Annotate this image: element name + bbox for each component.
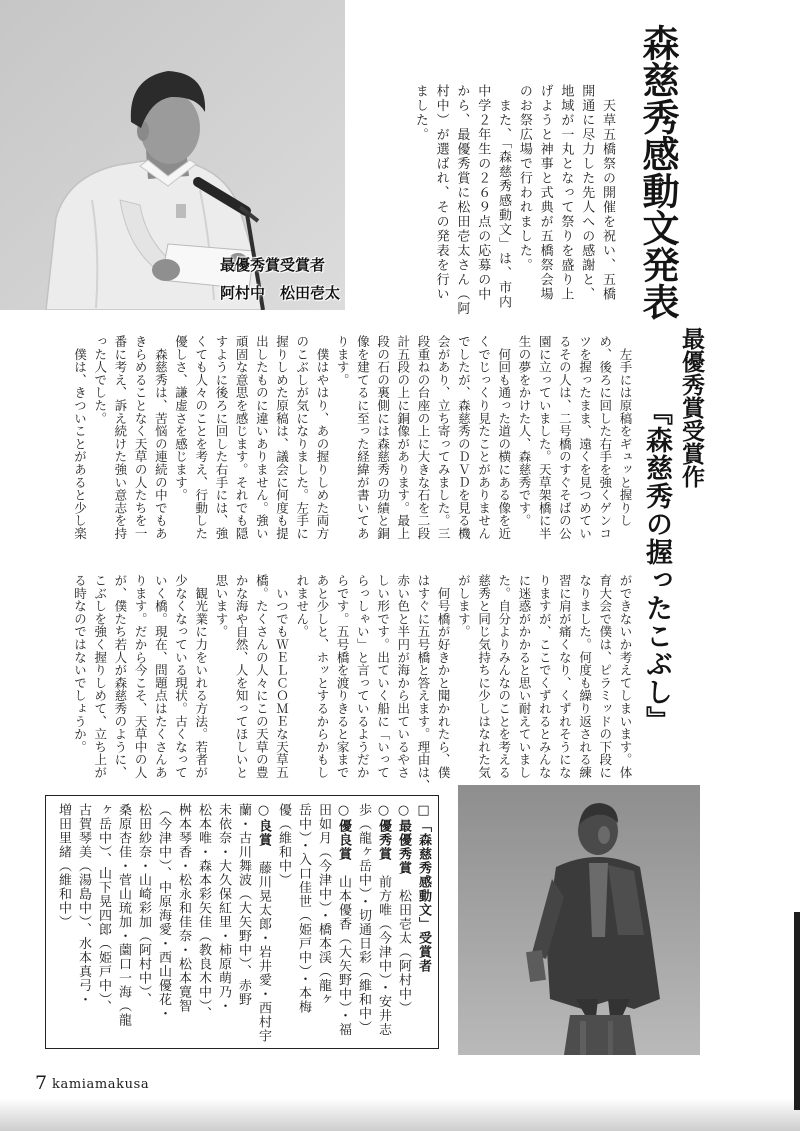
- award-heading: 最優秀賞受賞作: [678, 327, 704, 488]
- essay-text-column: 森慈秀は、苦悩の連続の中でもあ: [153, 335, 169, 540]
- essay-text-column: ります。だから今こそ、天草中の人: [133, 574, 149, 779]
- essay-text-column: が、僕たち若人が森慈秀のように、: [112, 574, 128, 779]
- award-list-column: [113, 803, 133, 1043]
- award-list-column: [373, 803, 393, 1043]
- essay-text-column: 計五段の上に銅像があります。最上: [395, 335, 411, 540]
- award-list-column: [233, 803, 253, 1043]
- award-list-column: [53, 803, 73, 1043]
- award-winner-names: ヶ岳中）、山下晃四郎（姫戸中）、: [96, 803, 111, 1014]
- award-winner-names: 岳中）・入口佳世（姫戸中）・本梅: [296, 803, 311, 1014]
- essay-text-column: 段の石の裏側には森慈秀の功績と銅: [375, 335, 391, 540]
- essay-text-column: 育大会で僕は、ピラミッドの下段に: [597, 574, 613, 779]
- page-number: 7: [35, 1072, 48, 1094]
- award-list-column: [73, 803, 93, 1043]
- intro-text: [409, 84, 617, 316]
- essay-text-column: 僕はやはり、あの握りしめた両方: [314, 335, 330, 540]
- award-winners-box: [45, 795, 439, 1049]
- award-list-column: [133, 803, 153, 1043]
- essay-text-column: しい形です。出ていく船に「いって: [375, 574, 391, 779]
- award-list-column: [253, 803, 273, 1043]
- essay-text-column: 観光業に力をいれる方法。若者が: [193, 574, 209, 779]
- award-winner-names: 桑原杏佳・菅山琉加・薗口一海（龍: [116, 803, 131, 1027]
- award-winner-names: 松田壱太（阿村中）: [396, 875, 411, 1015]
- essay-text-column: 橋。たくさんの人々にこの天草の豊: [254, 574, 270, 779]
- award-winner-names: 田如月（今津中）・橋本渓（龍ヶ: [316, 803, 331, 1007]
- award-category-label: ○良賞: [256, 803, 271, 847]
- intro-text-column: 中学２年生の２６９点の応募の中: [475, 84, 491, 302]
- essay-text-column: ります。: [335, 335, 351, 387]
- intro-text-column: 村中）が選ばれ、その発表を行い: [433, 84, 449, 302]
- essay-body-upper: [69, 335, 635, 565]
- magazine-name: kamiamakusa: [52, 1077, 150, 1092]
- essay-text-column: すように後ろに回した右手には、強: [213, 335, 229, 540]
- essay-text-column: 習に肩が痛くなり、くずれそうにな: [557, 574, 573, 779]
- essay-text-column: くても人々のことを考え、行動した: [193, 335, 209, 540]
- essay-text-column: 赤い色と半円が海から出ているやさ: [395, 574, 411, 779]
- essay-text-column: に迷惑がかかると思い耐えていまし: [516, 574, 532, 779]
- award-list-column: [273, 803, 293, 1043]
- essay-text-column: 慈秀と同じ気持ちに少しはなれた気: [476, 574, 492, 779]
- essay-text-column: 生の夢をかけた人、森慈秀です。: [516, 335, 532, 527]
- footer-band: [0, 1098, 800, 1131]
- award-list-column: [393, 803, 413, 1043]
- photo-caption: [220, 251, 340, 307]
- essay-text-column: め、後ろに回した右手を強くゲンコ: [597, 335, 613, 540]
- essay-text-column: でしたが、森慈秀のＤＶＤを見る機: [456, 335, 472, 540]
- essay-text-column: 頑固な意思を感じます。それでも隠: [234, 335, 250, 540]
- award-winner-names: 藤川晃太郎・岩井愛・西村宇: [256, 847, 271, 1043]
- award-list-column: [313, 803, 333, 1043]
- statue-photo-image: [458, 785, 700, 1055]
- essay-text-column: いく橋。現在、問題点はたくさんあ: [153, 574, 169, 779]
- award-winner-names: 松田紗奈・山崎彩加（阿村中）、: [136, 803, 151, 1007]
- essay-text-column: 優しさ、謙虚さを感じます。: [173, 335, 189, 502]
- essay-text-column: 握りしめた原稿は、議会に何度も提: [274, 335, 290, 540]
- award-winner-names: 未依奈・大久保紅里・柿原萌乃・: [216, 803, 231, 1013]
- award-winner-names: 歩（龍ヶ岳中）・切通日彩（維和中）: [356, 803, 371, 1035]
- essay-text-column: る時なのではないでしょうか。: [72, 574, 88, 754]
- intro-text-column: ました。: [412, 84, 428, 142]
- award-winner-names: 増田里緒（維和中）: [56, 803, 71, 929]
- intro-text-column: 地域が一丸となって祭りを盛り上: [558, 84, 574, 302]
- award-list-column: [213, 803, 233, 1043]
- essay-text-column: 会があり、立ち寄ってみました。三: [436, 335, 452, 540]
- essay-text-column: 何号橋が好きかと聞かれたら、僕: [436, 574, 452, 779]
- essay-text-column: ツを握ったまま、遠くを見つめてい: [577, 335, 593, 540]
- essay-text-column: きらめることなく天草の人たちを一: [133, 335, 149, 540]
- essay-text-column: 番に考え、訴え続けた強い意志を持: [112, 335, 128, 540]
- award-list-column: [333, 803, 353, 1043]
- award-winner-names: 古賀琴美（湯島中）、水本真弓・: [76, 803, 91, 1007]
- essay-text-column: らです。五号橋を渡りきると家まで: [335, 574, 351, 779]
- award-list-column: [193, 803, 213, 1043]
- award-winner-names: 桝本琴香・松永和佳奈・松本寛智: [176, 803, 191, 1013]
- award-list-column: [173, 803, 193, 1043]
- essay-text-column: 園に立っていました。天草架橋に半: [537, 335, 553, 540]
- award-winners-list: [53, 803, 433, 1043]
- award-list-heading: □「森慈秀感動文」受賞者: [416, 803, 431, 973]
- essay-text-column: 出したものに違いありません。強い: [254, 335, 270, 540]
- essay-text-column: れません。: [294, 574, 310, 638]
- essay-text-column: がします。: [456, 574, 472, 638]
- essay-text-column: はすぐに五号橋と答えます。理由は、: [415, 574, 431, 792]
- essay-text-column: かな海や自然、人を知ってほしいと: [234, 574, 250, 779]
- essay-text-column: 僕は、きついことがあると少し楽: [72, 335, 88, 540]
- essay-text-column: あと少しと、ホッとするからかもし: [314, 574, 330, 779]
- award-category-label: ○最優秀賞: [396, 803, 411, 875]
- intro-text-column: げようと神事と式典が五橋祭会場: [537, 84, 553, 302]
- award-winner-names: 山本優香（大矢野中）・福: [336, 861, 351, 1037]
- essay-text-column: 少なくなっている現状。古くなって: [173, 574, 189, 779]
- essay-text-column: なりました。何度も繰り返される練: [577, 574, 593, 779]
- award-category-label: ○優良賞: [336, 803, 351, 861]
- award-winner-names: 前方唯（今津中）・安井志: [376, 861, 391, 1037]
- intro-text-column: また、「森慈秀感動文」は、市内: [496, 84, 512, 310]
- award-winner-names: 松本唯・森本彩矢佳（教良木中）、: [196, 803, 211, 1021]
- essay-body-lower: [69, 574, 635, 794]
- award-category-label: ○優秀賞: [376, 803, 391, 861]
- intro-text-column: から、最優秀賞に松田壱太さん（阿: [454, 84, 470, 316]
- essay-text-column: 何回も通った道の横にある像を近: [496, 335, 512, 540]
- essay-text-column: 像を建てるに至った経緯が書いてあ: [355, 335, 371, 540]
- award-list-column: [153, 803, 173, 1043]
- essay-text-column: った人でした。: [92, 335, 108, 425]
- intro-text-column: 開通に尽力した先人への感謝と、: [579, 84, 595, 302]
- essay-text-column: いつでもＷＥＬＣＯＭＥな天草五: [274, 574, 290, 779]
- caption-award: 最優秀賞受賞者: [220, 256, 326, 274]
- essay-text-column: 思います。: [213, 574, 229, 638]
- work-title: 『森慈秀の握ったこぶし』: [641, 398, 672, 734]
- statue-photo: [458, 785, 700, 1055]
- essay-text-column: ができないか考えてしまいます。体: [618, 574, 633, 779]
- essay-text-column: りますが、ここでくずれるとみんな: [537, 574, 553, 779]
- intro-text-column: 天草五橋祭の開催を祝い、五橋: [600, 84, 615, 302]
- essay-text-column: 左手には原稿をギュッと握りし: [618, 335, 633, 527]
- award-list-column: [293, 803, 313, 1043]
- award-winner-names: 優（維和中）: [276, 803, 291, 887]
- essay-text-column: た。自分よりみんなのことを考える: [496, 574, 512, 779]
- award-list-column: [93, 803, 113, 1043]
- essay-text-column: こぶしを強く握りしめて、立ち上が: [92, 574, 108, 779]
- award-list-column: [353, 803, 373, 1043]
- essay-text-column: 段重ねの台座の上に大きな石を二段: [415, 335, 431, 540]
- speaker-photo: [0, 0, 345, 310]
- page-edge-tab: [794, 912, 800, 1110]
- award-list-column: [413, 803, 433, 1043]
- essay-text-column: のこぶしが気になりました。左手に: [294, 335, 310, 540]
- page-title: 森慈秀感動文発表: [636, 24, 679, 320]
- essay-text-column: らっしゃい」と言っているようだか: [355, 574, 371, 779]
- intro-text-column: のお祭広場で行われました。: [516, 84, 532, 273]
- essay-text-column: るその人は、二号橋のすぐそばの公: [557, 335, 573, 540]
- caption-winner: 阿村中 松田壱太: [220, 284, 341, 302]
- statue-pedestal: [564, 1015, 636, 1055]
- award-winner-names: （今津中）、中原海愛・西山優花・: [156, 803, 171, 1021]
- award-winner-names: 蘭・古川舞波（大矢野中）、赤野: [236, 803, 251, 1007]
- essay-text-column: くでじっくり見たことがありません: [476, 335, 492, 540]
